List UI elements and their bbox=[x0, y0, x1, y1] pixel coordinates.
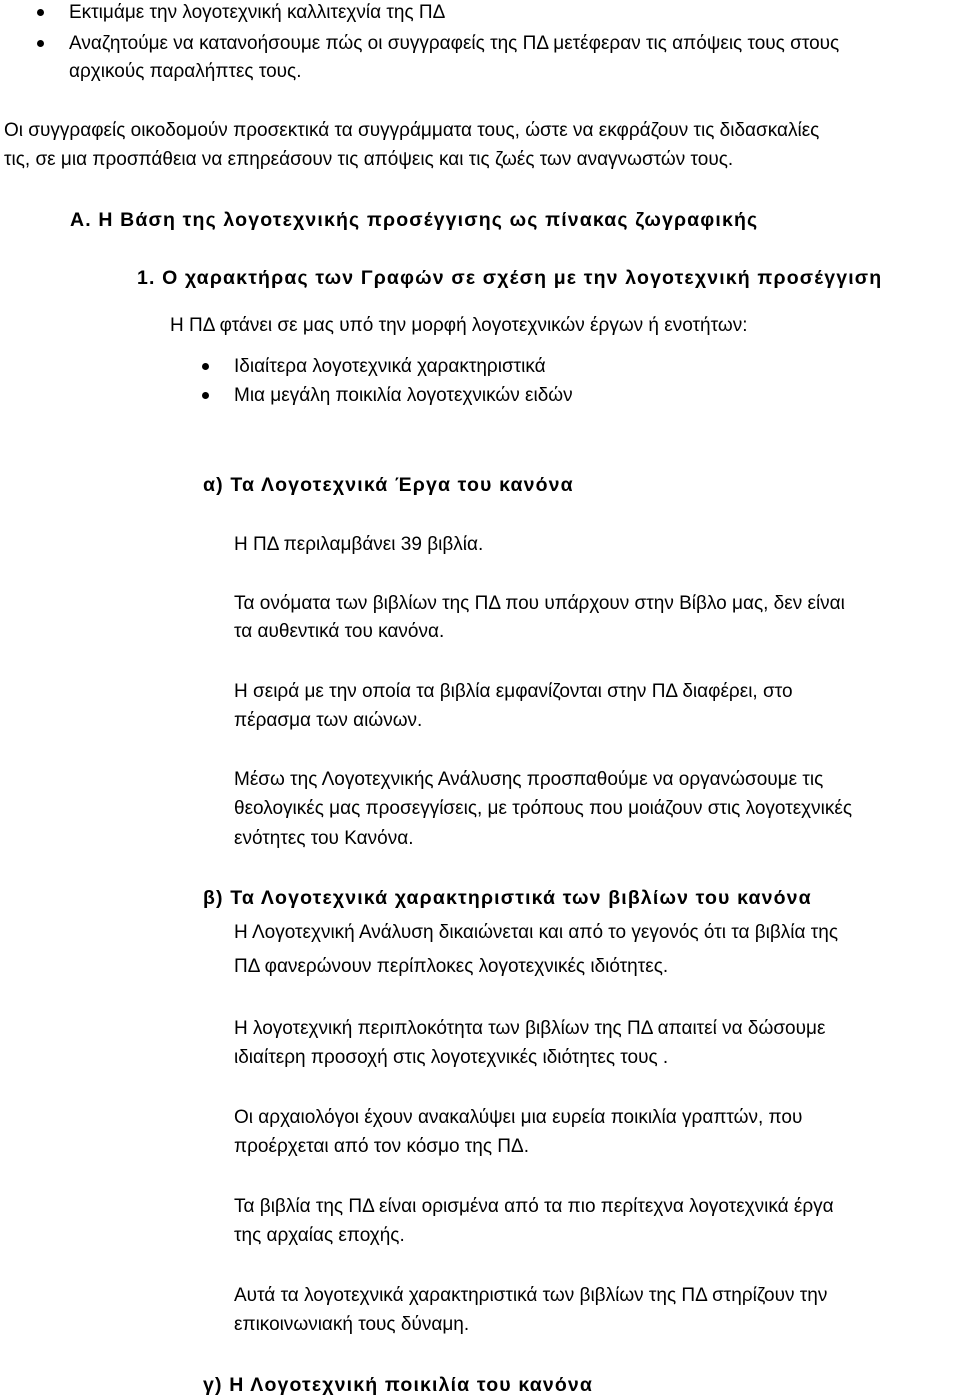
part-beta-paragraph-1-line-2: ΠΔ φανερώνουν περίπλοκες λογοτεχνικές ιδιότητες. bbox=[234, 956, 669, 977]
subsection-1-bullet-2: Μια μεγάλη ποικιλία λογοτεχνικών ειδών bbox=[234, 385, 573, 406]
part-alpha-paragraph-3-line-2: πέρασμα των αιώνων. bbox=[234, 710, 423, 731]
part-alpha-paragraph-2-line-2: τα αυθεντικά του κανόνα. bbox=[234, 621, 445, 642]
part-beta-heading: β) Τα Λογοτεχνικά χαρακτηριστικά των βιβλίων του κανόνα bbox=[203, 887, 812, 909]
bullet-icon bbox=[202, 363, 209, 370]
part-beta-paragraph-4-line-1: Τα βιβλία της ΠΔ είναι ορισμένα από τα πιο περίτεχνα λογοτεχνικά έργα bbox=[234, 1196, 834, 1217]
bullet-icon bbox=[37, 40, 44, 47]
part-beta-paragraph-2-line-1: Η λογοτεχνική περιπλοκότητα των βιβλίων της ΠΔ απαιτεί να δώσουμε bbox=[234, 1018, 826, 1039]
part-beta-paragraph-5-line-2: επικοινωνιακή τους δύναμη. bbox=[234, 1314, 470, 1335]
part-gamma-heading: γ) Η Λογοτεχνική ποικιλία του κανόνα bbox=[203, 1374, 594, 1396]
part-alpha-paragraph-1: Η ΠΔ περιλαμβάνει 39 βιβλία. bbox=[234, 534, 484, 555]
part-beta-paragraph-4-line-2: της αρχαίας εποχής. bbox=[234, 1225, 405, 1246]
part-beta-paragraph-2-line-2: ιδιαίτερη προσοχή στις λογοτεχνικές ιδιότητες τους . bbox=[234, 1047, 669, 1068]
bullet-icon bbox=[37, 9, 44, 16]
part-beta-paragraph-3-line-2: προέρχεται από τον κόσμο της ΠΔ. bbox=[234, 1136, 530, 1157]
intro-bullet-2: Αναζητούμε να κατανοήσουμε πώς οι συγγραφείς της ΠΔ μετέφεραν τις απόψεις τους στους bbox=[69, 33, 840, 54]
bullet-icon bbox=[202, 392, 209, 399]
part-alpha-paragraph-4-line-2: θεολογικές μας προσεγγίσεις, με τρόπους που μοιάζουν στις λογοτεχνικές bbox=[234, 798, 852, 819]
subsection-1-heading: 1. Ο χαρακτήρας των Γραφών σε σχέση με την λογοτεχνική προσέγγιση bbox=[137, 267, 883, 289]
part-beta-paragraph-5-line-1: Αυτά τα λογοτεχνικά χαρακτηριστικά των βιβλίων της ΠΔ στηρίζουν την bbox=[234, 1285, 828, 1306]
part-alpha-paragraph-4-line-3: ενότητες του Κανόνα. bbox=[234, 828, 414, 849]
part-beta-paragraph-1-line-1: Η Λογοτεχνική Ανάλυση δικαιώνεται και από το γεγονός ότι τα βιβλία της bbox=[234, 922, 839, 943]
part-beta-paragraph-3-line-1: Οι αρχαιολόγοι έχουν ανακαλύψει μια ευρεία ποικιλία γραπτών, που bbox=[234, 1107, 803, 1128]
part-alpha-paragraph-4-line-1: Μέσω της Λογοτεχνικής Ανάλυσης προσπαθούμε να οργανώσουμε τις bbox=[234, 769, 824, 790]
subsection-1-lead: Η ΠΔ φτάνει σε μας υπό την μορφή λογοτεχνικών έργων ή ενοτήτων: bbox=[170, 315, 748, 336]
section-a-heading: Α. Η Βάση της λογοτεχνικής προσέγγισης ως πίνακας ζωγραφικής bbox=[70, 209, 759, 231]
intro-paragraph-line-2: τις, σε μια προσπάθεια να επηρεάσουν τις απόψεις και τις ζωές των αναγνωστών τους. bbox=[4, 149, 734, 170]
part-alpha-paragraph-2-line-1: Τα ονόματα των βιβλίων της ΠΔ που υπάρχουν στην Βίβλο μας, δεν είναι bbox=[234, 593, 845, 614]
part-alpha-paragraph-3-line-1: Η σειρά με την οποία τα βιβλία εμφανίζονται στην ΠΔ διαφέρει, στο bbox=[234, 681, 793, 702]
intro-bullet-2-continued: αρχικούς παραλήπτες τους. bbox=[69, 61, 302, 82]
part-alpha-heading: α) Τα Λογοτεχνικά Έργα του κανόνα bbox=[203, 474, 574, 496]
subsection-1-bullet-1: Ιδιαίτερα λογοτεχνικά χαρακτηριστικά bbox=[234, 356, 546, 377]
intro-bullet-1: Εκτιμάμε την λογοτεχνική καλλιτεχνία της ΠΔ bbox=[69, 2, 446, 23]
intro-paragraph-line-1: Οι συγγραφείς οικοδομούν προσεκτικά τα συγγράμματα τους, ώστε να εκφράζουν τις διδασκαλίες bbox=[4, 120, 820, 141]
